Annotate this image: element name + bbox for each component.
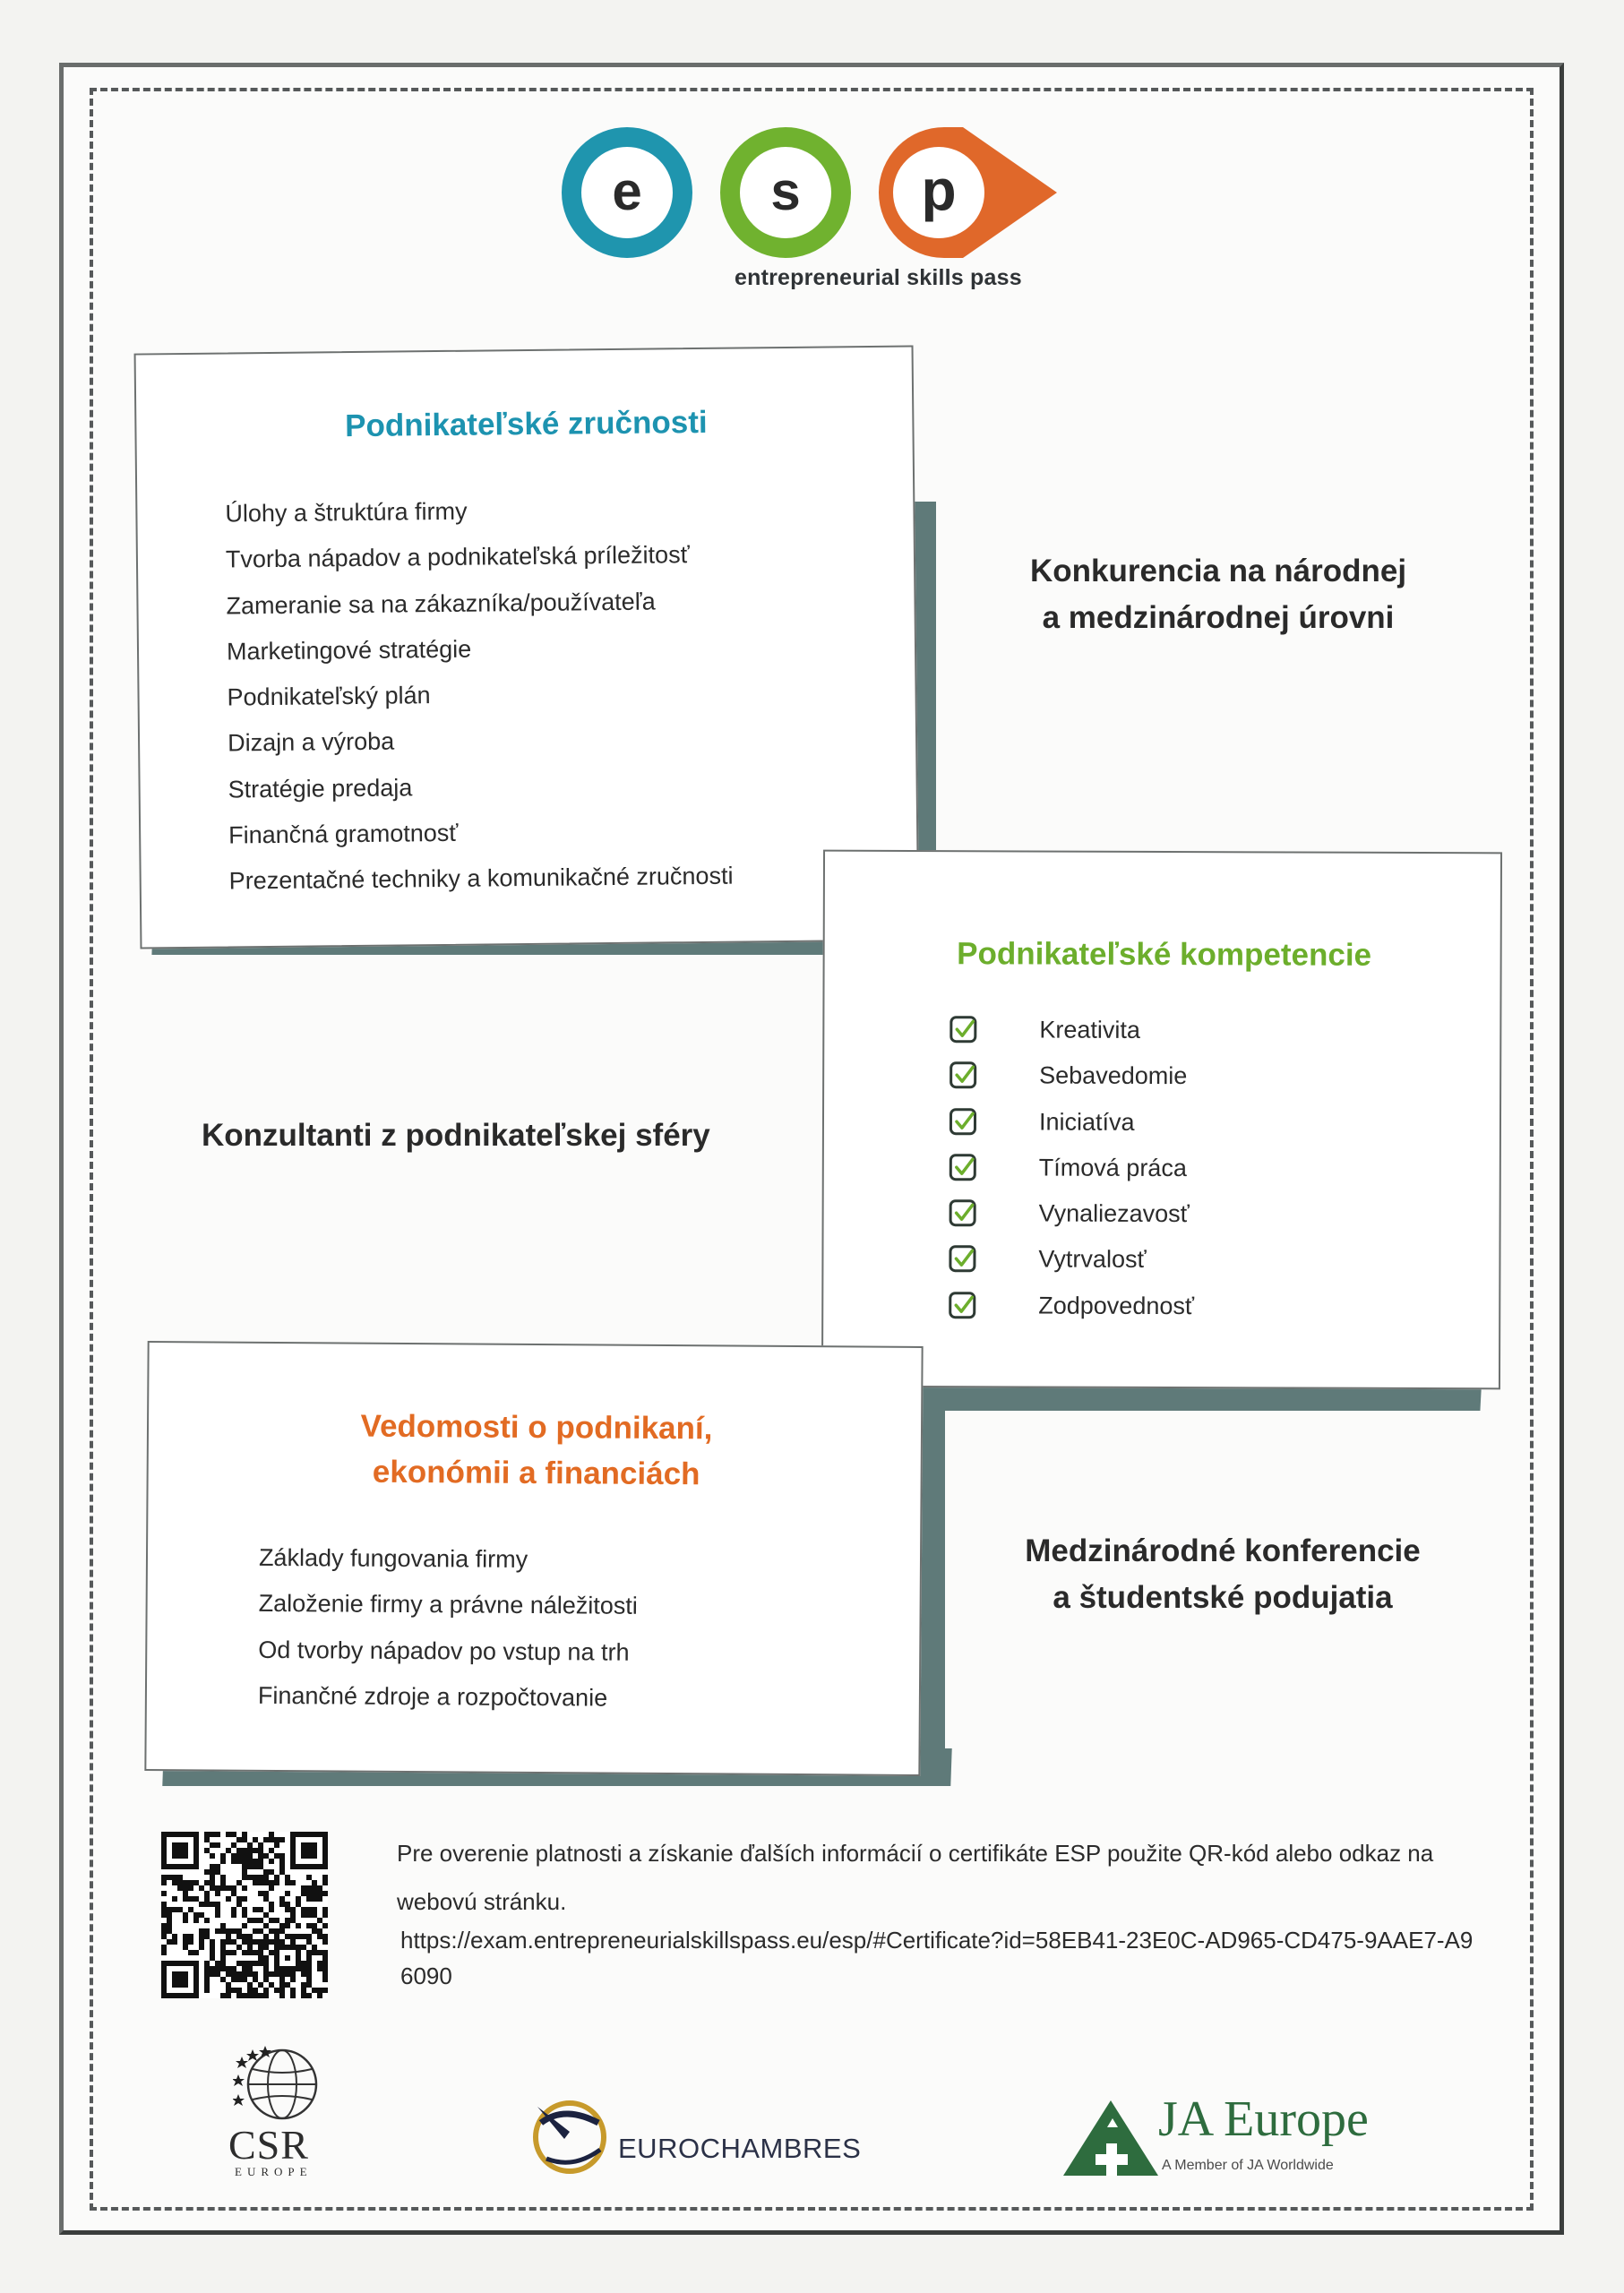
list-item (949, 1052, 1195, 1099)
knowledge-list (258, 1535, 639, 1722)
ja-europe-logo-subtext: A Member of JA Worldwide (1162, 2158, 1334, 2173)
verification-text: Pre overenie platnosti a získanie ďalších informácií o certifikáte ESP použite QR-kód alebo odkaz na webovú stránku. (397, 1840, 1434, 1915)
checkbox-checked-icon (949, 1199, 976, 1226)
competence-label: Vynaliezavosť (1038, 1199, 1190, 1228)
list-item (949, 1099, 1195, 1146)
eurochambres-logo-icon (528, 2096, 614, 2177)
competence-label: Tímová práca (1038, 1154, 1187, 1181)
list-item: Základy fungovania firmy (258, 1543, 528, 1573)
conferences-line-1: Medzinárodné konferencie (1025, 1533, 1421, 1568)
knowledge-title-line-2: ekonómii a financiách (372, 1454, 700, 1492)
checkbox-checked-icon (949, 1108, 976, 1135)
conferences-line-2: a študentské podujatia (1053, 1580, 1393, 1615)
checkbox-checked-icon (949, 1016, 976, 1043)
list-item: Dizajn a výroba (227, 728, 395, 757)
competences-card (821, 850, 1502, 1390)
list-item (949, 1007, 1195, 1053)
list-item: Zameranie sa na zákazníka/používateľa (226, 588, 656, 620)
checkbox-checked-icon (949, 1154, 976, 1181)
competence-label: Zodpovednosť (1038, 1292, 1195, 1319)
competences-list (949, 1007, 1195, 1329)
competence-label: Sebavedomie (1039, 1061, 1188, 1090)
csr-logo-text: CSR (228, 2122, 309, 2168)
competition-line-1: Konkurencia na národnej (1029, 554, 1407, 588)
logo-letter-p: p (921, 158, 957, 222)
list-item: Od tvorby nápadov po vstup na trh (258, 1636, 630, 1666)
logo-letter-e: e (612, 161, 642, 221)
knowledge-card (144, 1341, 923, 1776)
consultants-text: Konzultanti z podnikateľskej sféry (202, 1118, 710, 1153)
competences-card-title: Podnikateľské kompetencie (957, 936, 1372, 973)
list-item (949, 1237, 1194, 1284)
skills-card-title: Podnikateľské zručnosti (344, 404, 708, 444)
logo-tagline: entrepreneurial skills pass (735, 265, 1022, 290)
competition-text (994, 548, 1442, 641)
list-item: Prezentačné techniky a komunikačné zručnosti (228, 862, 734, 895)
conferences-text (994, 1528, 1451, 1621)
qr-code-icon[interactable] (161, 1832, 328, 1998)
ja-europe-logo-icon (1061, 2099, 1160, 2177)
list-item: Podnikateľský plán (227, 682, 431, 711)
certificate-url-link[interactable]: https://exam.entrepreneurialskillspass.eu/esp/#Certificate?id=58EB41-23E0C-AD965-CD475-9AAE7-A96090 (400, 1927, 1474, 1989)
competence-label: Iniciatíva (1038, 1108, 1135, 1136)
list-item: Marketingové stratégie (226, 635, 472, 666)
knowledge-card-title (148, 1402, 924, 1499)
competence-label: Kreativita (1039, 1016, 1140, 1043)
logo-letter-s: s (770, 161, 801, 221)
list-item: Finančné zdroje a rozpočtovanie (257, 1681, 608, 1712)
skills-list (225, 486, 734, 906)
checkbox-checked-icon (949, 1292, 975, 1318)
knowledge-title-line-1: Vedomosti o podnikaní, (360, 1408, 713, 1447)
list-item: Úlohy a štruktúra firmy (225, 497, 468, 528)
list-item: Stratégie predaja (228, 774, 413, 803)
csr-logo-subtext: EUROPE (235, 2165, 313, 2178)
checkbox-checked-icon (949, 1246, 975, 1273)
ja-europe-logo-text: JA Europe (1158, 2091, 1369, 2147)
eurochambres-logo-text: EUROCHAMBRES (618, 2133, 862, 2164)
competition-line-2: a medzinárodnej úrovni (1042, 600, 1395, 635)
csr-globe-icon (233, 2044, 322, 2125)
list-item (949, 1283, 1194, 1329)
list-item: Tvorba nápadov a podnikateľská príležitosť (225, 541, 690, 573)
list-item (949, 1190, 1195, 1237)
skills-card (134, 345, 920, 949)
competence-label: Vytrvalosť (1038, 1246, 1147, 1274)
checkbox-checked-icon (949, 1061, 976, 1088)
list-item: Finančná gramotnosť (228, 819, 459, 849)
list-item: Založenie firmy a právne náležitosti (258, 1590, 638, 1620)
list-item (949, 1145, 1195, 1191)
